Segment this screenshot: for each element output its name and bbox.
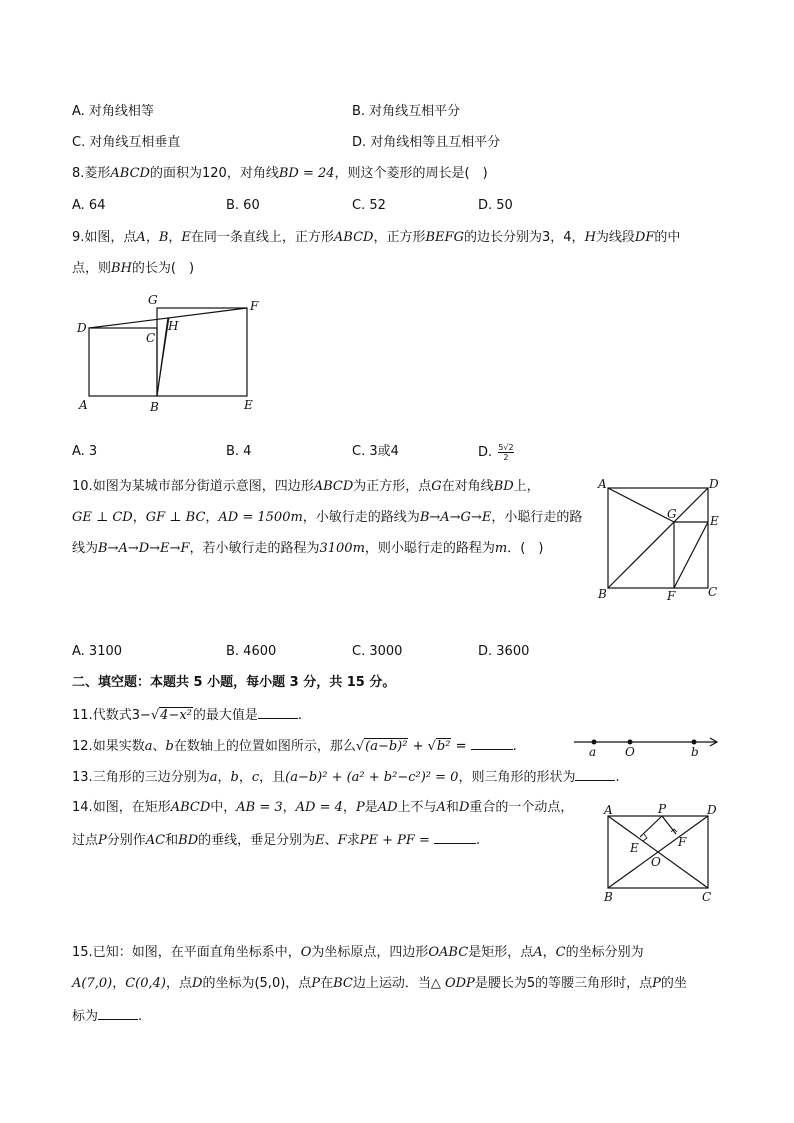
q11-answer-blank[interactable] xyxy=(258,705,298,719)
q8-option-c: C. 52 xyxy=(352,198,386,213)
q9-option-d-fraction: $\frac{5√2}{2}$ xyxy=(498,443,514,462)
q12-stem: 12.如果实数a、b在数轴上的位置如图所示，那么√(a−b)² + √b² = . xyxy=(72,736,517,756)
q10-stem-line2: GE ⊥ CD，GF ⊥ BC，AD = 1500m，小敏行走的路线为B→A→G→E，小聪行走的路 xyxy=(72,510,583,525)
q10-label-b: B xyxy=(598,587,607,601)
q12-axis-label-b: b xyxy=(691,745,699,759)
q14-label-f: F xyxy=(678,835,687,849)
q10-segment-ag xyxy=(608,488,674,522)
q10-figure xyxy=(596,474,726,604)
q12-radical-2: b² xyxy=(436,739,451,754)
q10-option-d: D. 3600 xyxy=(478,644,530,659)
q14-label-o: O xyxy=(651,855,661,869)
q14-label-d: D xyxy=(707,803,717,817)
q7-option-d: D. 对角线相等且互相平分 xyxy=(352,135,501,150)
q9-label-e: E xyxy=(244,398,253,412)
q10-diagonal-bd xyxy=(608,488,708,588)
q9-stem-line2: 点，则BH的长为( ) xyxy=(72,261,195,276)
q13-stem: 13.三角形的三边分别为a，b，c，且(a−b)² + (a² + b²−c²)² = 0，则三角形的形状为 . xyxy=(72,767,620,787)
q15-stem-line2: A(7,0)，C(0,4)，点D的坐标为(5,0)，点P在BC边上运动．当△ ODP是腰长为5的等腰三角形时，点P的坐 xyxy=(72,976,687,991)
q14-answer-blank[interactable] xyxy=(434,830,476,844)
q10-segment-ef xyxy=(674,522,708,588)
q10-stem-line1: 10.如图为某城市部分街道示意图，四边形ABCD为正方形，点G在对角线BD上， xyxy=(72,479,540,494)
q11-radical: 4−x² xyxy=(160,708,192,723)
q8-option-d: D. 50 xyxy=(478,198,513,213)
q14-label-c: C xyxy=(702,890,712,904)
q10-label-g: G xyxy=(667,507,677,521)
q11-stem: 11.代数式3−√4−x²的最大值是 . xyxy=(72,705,302,725)
q13-answer-blank[interactable] xyxy=(575,767,615,781)
q7-option-a: A. 对角线相等 xyxy=(72,104,154,119)
section2-heading: 二、填空题：本题共 5 小题，每小题 3 分，共 15 分。 xyxy=(72,675,396,690)
q14-perpendicular-pf xyxy=(662,816,676,834)
q10-option-c: C. 3000 xyxy=(352,644,403,659)
q9-label-g: G xyxy=(148,293,158,307)
q14-stem-line1: 14.如图，在矩形ABCD中，AB = 3，AD = 4，P是AD上不与A和D重合的一个动点， xyxy=(72,800,574,815)
q10-label-e: E xyxy=(710,514,719,528)
q12-axis-label-o: O xyxy=(625,745,635,759)
q10-label-a: A xyxy=(598,477,607,491)
q15-answer-blank[interactable] xyxy=(98,1006,138,1020)
q9-figure xyxy=(70,290,270,420)
q14-figure xyxy=(598,800,728,905)
q12-number-line xyxy=(572,732,722,758)
q14-label-e: E xyxy=(630,841,639,855)
q8-stem: 8.菱形ABCD的面积为120，对角线BD = 24，则这个菱形的周长是( ) xyxy=(72,166,488,181)
q7-option-b: B. 对角线互相平分 xyxy=(352,104,461,119)
q14-label-p: P xyxy=(658,802,667,816)
q14-perpendicular-pe xyxy=(640,816,662,837)
q10-label-c: C xyxy=(708,585,718,599)
q12-axis-label-a: a xyxy=(589,745,597,759)
q9-stem-line1: 9.如图，点A，B，E在同一条直线上，正方形ABCD，正方形BEFG的边长分别为3，4，H为线段DF的中 xyxy=(72,230,681,245)
q10-label-d: D xyxy=(709,477,719,491)
q9-option-b: B. 4 xyxy=(226,444,252,459)
q7-option-c: C. 对角线互相垂直 xyxy=(72,135,181,150)
q9-option-c: C. 3或4 xyxy=(352,444,399,459)
q15-stem-line3: 标为 . xyxy=(72,1006,142,1026)
q10-option-b: B. 4600 xyxy=(226,644,277,659)
q12-answer-blank[interactable] xyxy=(471,736,513,750)
q9-label-c: C xyxy=(146,331,156,345)
q9-label-d: D xyxy=(77,321,87,335)
q8-option-a: A. 64 xyxy=(72,198,106,213)
q15-stem-line1: 15.已知：如图，在平面直角坐标系中，O为坐标原点，四边形OABC是矩形，点A，C的坐标分别为 xyxy=(72,945,644,960)
q10-stem-line3: 线为B→A→D→E→F，若小敏行走的路程为3100m，则小聪行走的路程为m．( ) xyxy=(72,541,544,556)
q9-label-b: B xyxy=(150,400,159,414)
q8-option-b: B. 60 xyxy=(226,198,260,213)
q10-label-f: F xyxy=(667,589,676,603)
q12-radical-1: (a−b)² xyxy=(365,739,408,754)
q9-option-a: A. 3 xyxy=(72,444,98,459)
q10-option-a: A. 3100 xyxy=(72,644,123,659)
q9-label-a: A xyxy=(79,398,88,412)
q14-label-a: A xyxy=(604,803,613,817)
q14-stem-line2: 过点P分别作AC和BD的垂线，垂足分别为E、F求PE + PF = . xyxy=(72,830,480,850)
q14-label-b: B xyxy=(604,890,613,904)
q9-option-d: D. $\frac{5√2}{2}$ xyxy=(478,443,514,462)
q9-label-f: F xyxy=(250,299,259,313)
q9-label-h: H xyxy=(168,319,179,333)
